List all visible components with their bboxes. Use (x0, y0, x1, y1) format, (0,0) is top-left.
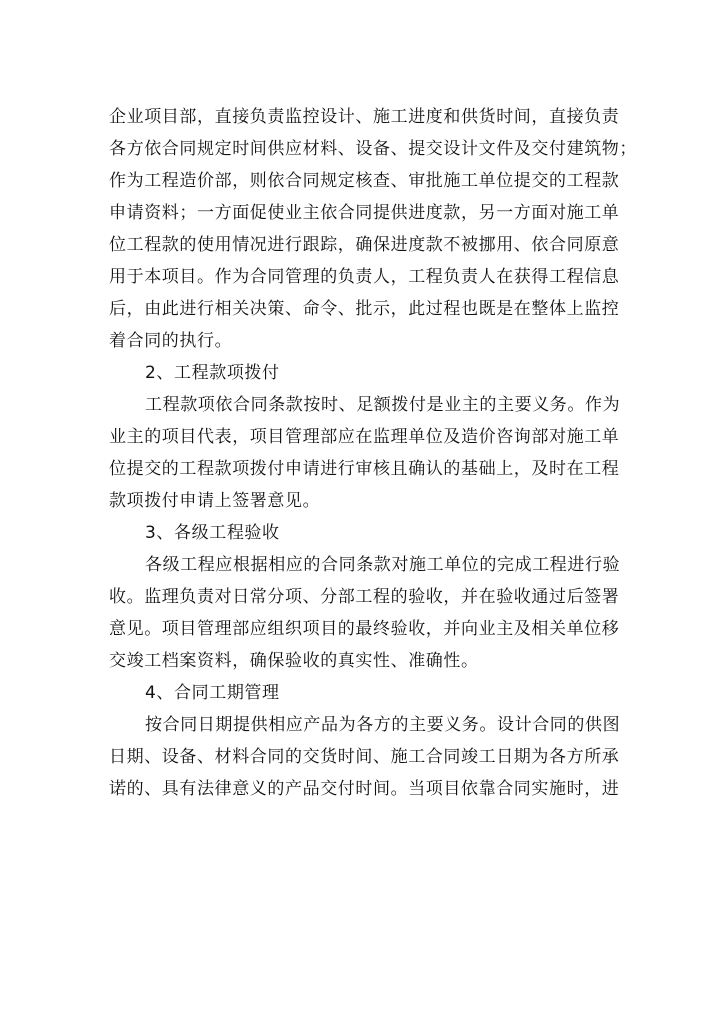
text-line: 位提交的工程款项拨付申请进行审核且确认的基础上，及时在工程 (109, 459, 620, 479)
section-heading: 2、工程款项拨付 (145, 363, 280, 383)
body-text (109, 101, 637, 805)
text-line: 业主的项目代表，项目管理部应在监理单位及造价咨询部对施工单 (109, 427, 620, 447)
text-line: 作为工程造价部，则依合同规定核查、审批施工单位提交的工程款 (109, 171, 620, 191)
section-heading: 3、各级工程验收 (145, 523, 280, 543)
text-line: 交竣工档案资料，确保验收的真实性、准确性。 (109, 651, 479, 671)
text-line: 位工程款的使用情况进行跟踪，确保进度款不被挪用、依合同原意 (109, 235, 620, 255)
text-line: 着合同的执行。 (109, 331, 233, 351)
text-line: 用于本项目。作为合同管理的负责人，工程负责人在获得工程信息 (109, 267, 620, 287)
text-line: 日期、设备、材料合同的交货时间、施工合同竣工日期为各方所承 (109, 747, 620, 767)
text-line: 各方依合同规定时间供应材料、设备、提交设计文件及交付建筑物； (109, 139, 637, 159)
text-line: 款项拨付申请上签署意见。 (109, 491, 321, 511)
section-heading: 4、合同工期管理 (145, 683, 280, 703)
text-line: 按合同日期提供相应产品为各方的主要义务。设计合同的供图 (145, 715, 621, 735)
text-line: 收。监理负责对日常分项、分部工程的验收，并在验收通过后签署 (109, 587, 620, 607)
text-line: 诺的、具有法律意义的产品交付时间。当项目依靠合同实施时，进 (109, 779, 620, 799)
text-line: 意见。项目管理部应组织项目的最终验收，并向业主及相关单位移 (109, 619, 620, 639)
text-line: 后，由此进行相关决策、命令、批示，此过程也既是在整体上监控 (109, 299, 620, 319)
text-line: 企业项目部，直接负责监控设计、施工进度和供货时间，直接负责 (109, 107, 620, 127)
text-line: 申请资料；一方面促使业主依合同提供进度款，另一方面对施工单 (109, 203, 620, 223)
text-line: 各级工程应根据相应的合同条款对施工单位的完成工程进行验 (145, 555, 621, 575)
text-line: 工程款项依合同条款按时、足额拨付是业主的主要义务。作为 (145, 395, 621, 415)
